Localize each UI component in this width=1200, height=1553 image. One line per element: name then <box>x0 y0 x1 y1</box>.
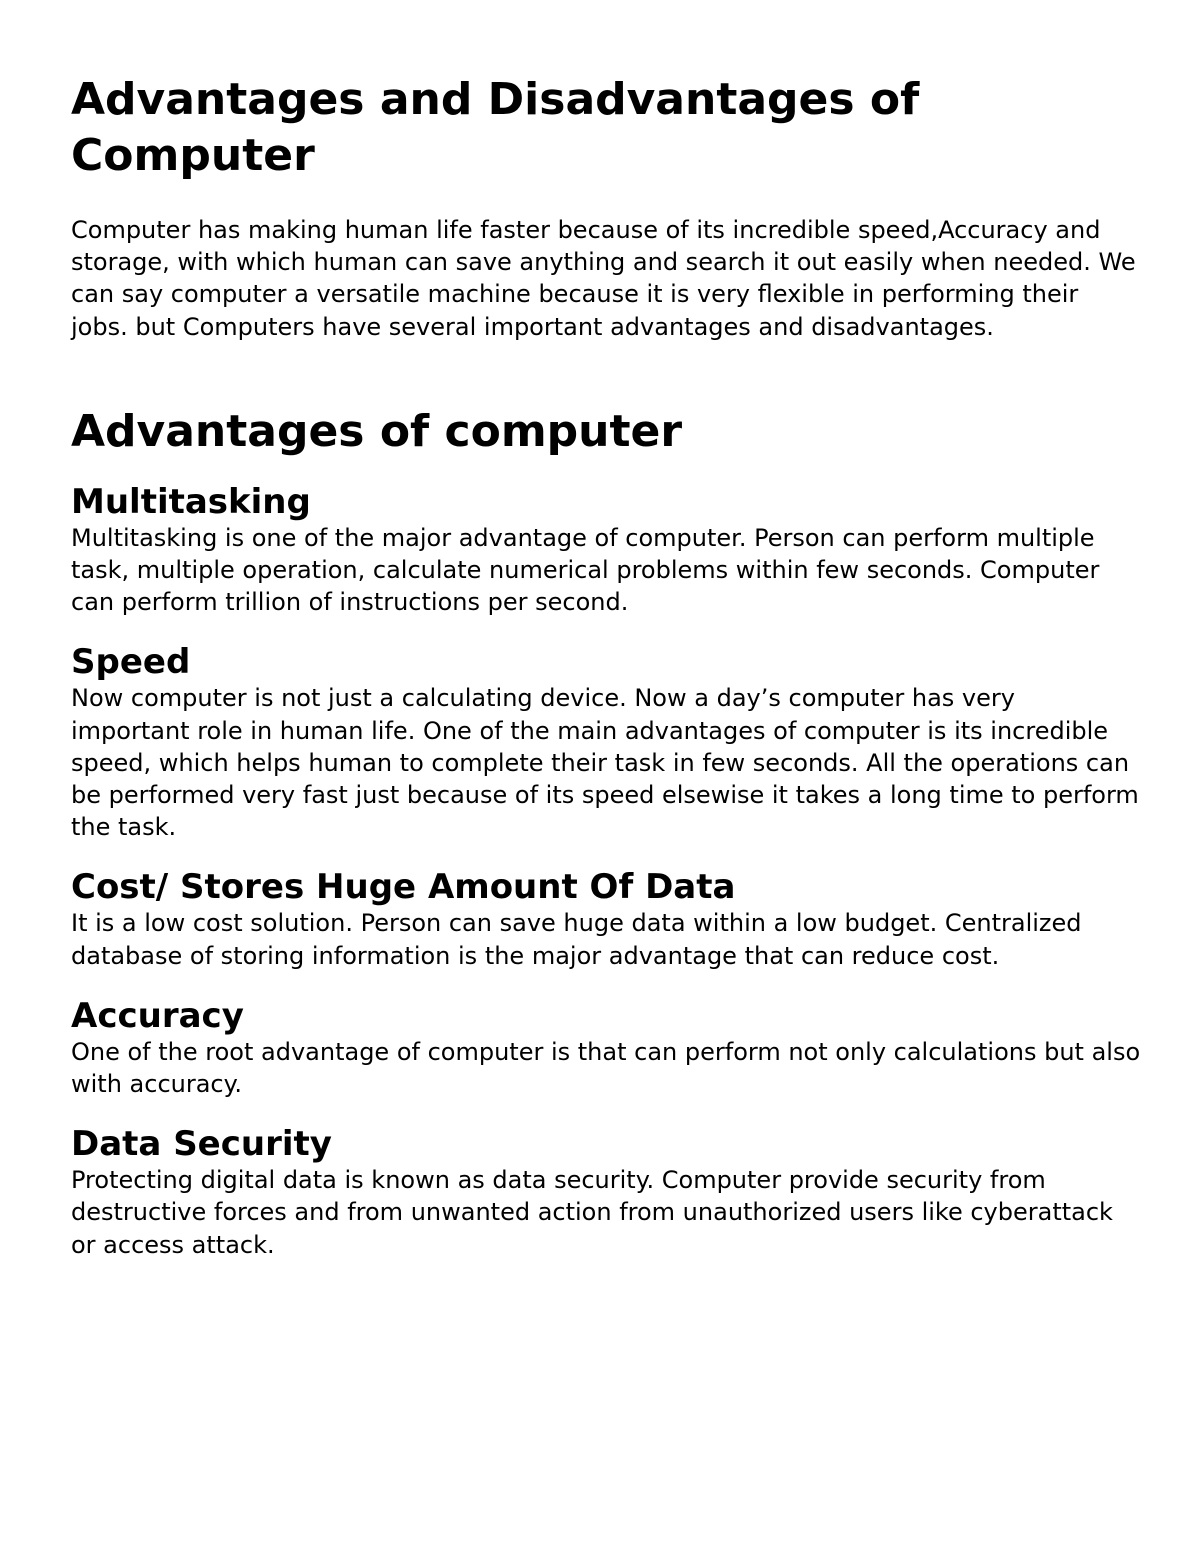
subsection-heading: Multitasking <box>71 481 311 522</box>
subsection-heading: Data Security <box>71 1124 332 1165</box>
subsection-accuracy <box>71 996 1141 1100</box>
section-title-advantages: Advantages of computer <box>71 405 683 457</box>
subsection-multitasking <box>71 482 1141 619</box>
subsection-heading: Cost/ Stores Huge Amount Of Data <box>71 867 736 908</box>
subsection-speed <box>71 642 1141 843</box>
subsection-text: Protecting digital data is known as data security. Computer provide security from destructive forces and from unwanted action from unauthorized users like cyberattack or access attack. <box>71 1166 1113 1259</box>
subsection-text: It is a low cost solution. Person can save huge data within a low budget. Centralized database of storing information is the major advantage that can reduce cost. <box>71 909 1082 970</box>
document-title: Advantages and Disadvantages of Computer <box>71 74 920 181</box>
subsection-heading: Speed <box>71 642 191 683</box>
subsection-cost <box>71 867 1141 971</box>
subsection-text: One of the root advantage of computer is that can perform not only calculations but also with accuracy. <box>71 1037 1141 1099</box>
subsection-text: Now computer is not just a calculating device. Now a day’s computer has very important role in human life. One of the main advantages of computer is its incredible speed, which helps human to complete their task in few seconds. All the operations can be performed very fast just because of its speed elsewise it takes a long time to perform the task. <box>71 684 1139 842</box>
intro-paragraph: Computer has making human life faster because of its incredible speed,Accuracy and storage, with which human can save anything and search it out easily when needed. We can say computer a versatile machine because it is very flexible in performing their jobs. but Computers have several important advantages and disadvantages. <box>71 216 1136 341</box>
subsection-text: Multitasking is one of the major advantage of computer. Person can perform multiple task, multiple operation, calculate numerical problems within few seconds. Computer can perform trillion of instructions per second. <box>71 523 1100 617</box>
subsection-heading: Accuracy <box>71 995 244 1036</box>
subsection-data-security <box>71 1124 1141 1261</box>
document-page <box>71 72 1141 1261</box>
